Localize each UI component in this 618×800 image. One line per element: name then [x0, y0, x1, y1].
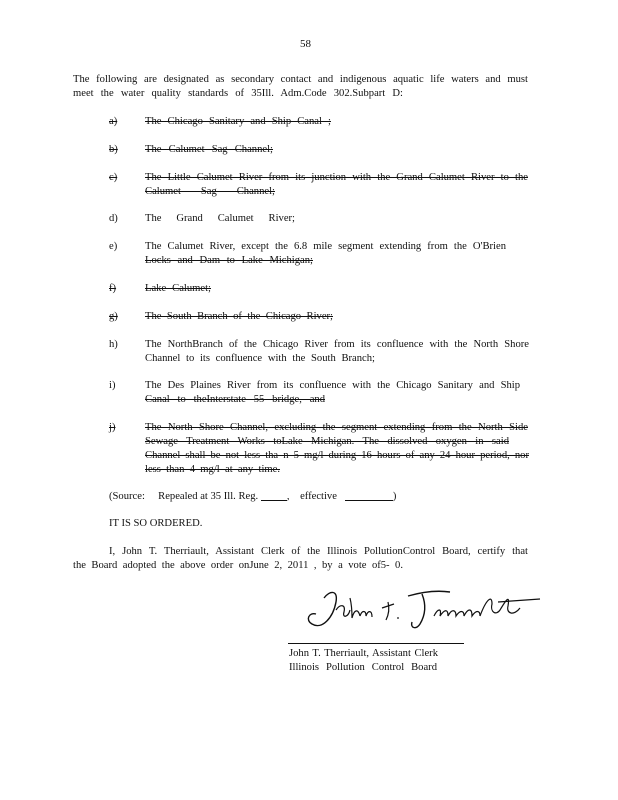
item-text-line: Channel to its confluence with the South Branch; — [145, 353, 375, 364]
item-text-line: Locks and Dam to Lake Michigan; — [145, 255, 313, 266]
item-letter: j) — [109, 422, 116, 433]
item-text-line: Channel shall be not less tha n 5 mg/l during 16 hours of any 24 hour period, nor — [145, 450, 529, 461]
item-text-line: The Calumet River, except the 6.8 mile segment extending from the O'Brien — [145, 241, 506, 252]
item-letter: f) — [109, 283, 117, 294]
source-comma: , — [286, 491, 290, 502]
certification-line-1: I, John T. Therriault, Assistant Clerk of the Illinois PollutionControl Board, certify that — [109, 546, 528, 557]
item-letter: d) — [109, 213, 118, 224]
item-text-line: Calumet Sag Channel; — [145, 186, 275, 197]
register-blank — [261, 490, 287, 501]
item-text-line: less than 4 mg/l at any time. — [145, 464, 280, 475]
item-text-line: The NorthBranch of the Chicago River from its confluence with the North Shore — [145, 339, 529, 350]
item-letter: a) — [109, 116, 118, 127]
source-repealed: Repealed at 35 Ill. Reg. — [158, 491, 259, 502]
source-open: (Source: — [109, 491, 145, 502]
intro-line-1: The following are designated as secondary contact and indigenous aquatic life waters and must — [73, 74, 528, 85]
item-letter: b) — [109, 144, 118, 155]
page-number: 58 — [300, 38, 311, 50]
item-letter: e) — [109, 241, 118, 252]
item-text-line: Lake Calumet; — [145, 283, 211, 294]
source-line — [109, 490, 396, 504]
signer-name: John T. Therriault, Assistant Clerk — [289, 648, 438, 659]
certification-line-2: the Board adopted the above order onJune 2, 2011 , by a vote of5- 0. — [73, 560, 403, 571]
so-ordered: IT IS SO ORDERED. — [109, 518, 203, 529]
item-letter: g) — [109, 311, 118, 322]
item-text-line: Sewage Treatment Works toLake Michigan. The dissolved oxygen in said — [145, 436, 509, 447]
effective-date-blank — [345, 490, 393, 501]
signer-org: Illinois Pollution Control Board — [289, 662, 437, 673]
intro-line-2: meet the water quality standards of 35Ill. Adm.Code 302.Subpart D: — [73, 88, 403, 99]
source-close: ) — [392, 491, 397, 502]
item-text-line: The North Shore Channel, excluding the segment extending from the North Side — [145, 422, 528, 433]
signature — [300, 580, 550, 640]
item-text-line: The Grand Calumet River; — [145, 213, 295, 224]
item-text-line: The Little Calumet River from its junction with the Grand Calumet River to the — [145, 172, 528, 183]
item-text-line: The Chicago Sanitary and Ship Canal ; — [145, 116, 331, 127]
item-text-line: The South Branch of the Chicago River; — [145, 311, 333, 322]
item-text-line: Canal to theInterstate 55 bridge, and — [145, 394, 325, 405]
signature-line — [288, 643, 464, 644]
item-text-line: The Calumet Sag Channel; — [145, 144, 273, 155]
item-letter: i) — [109, 380, 116, 391]
item-text-line: The Des Plaines River from its confluence with the Chicago Sanitary and Ship — [145, 380, 520, 391]
item-letter: c) — [109, 172, 118, 183]
source-effective: effective — [300, 491, 337, 502]
item-letter: h) — [109, 339, 118, 350]
